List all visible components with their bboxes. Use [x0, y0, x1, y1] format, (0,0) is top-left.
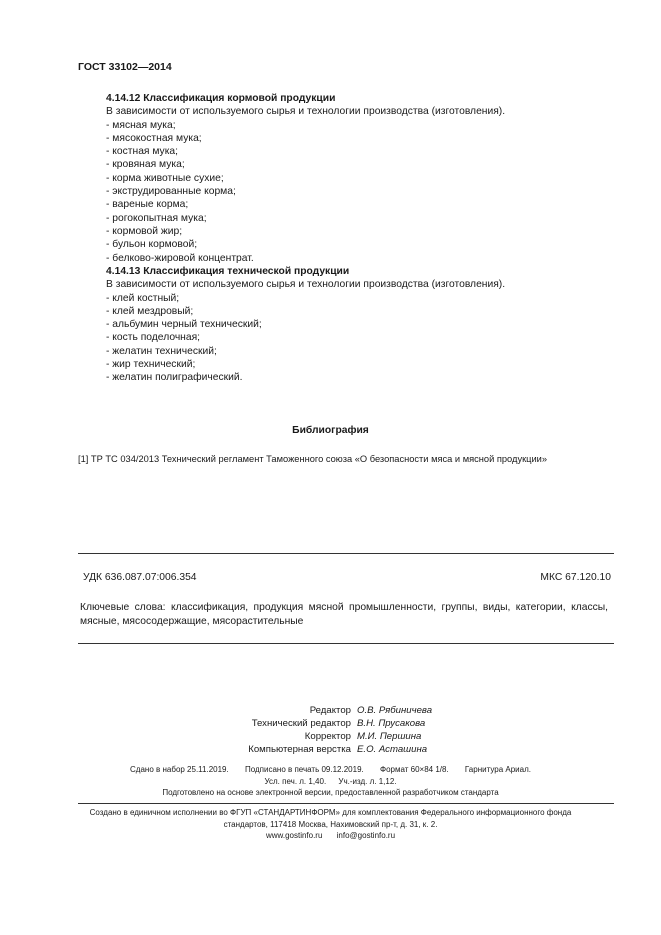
divider	[78, 553, 614, 554]
credit-row	[0, 730, 661, 743]
document-code: ГОСТ 33102—2014	[78, 61, 172, 73]
list-item: - клей мездровый;	[106, 305, 194, 317]
udc-code: УДК 636.087.07:006.354	[83, 572, 197, 583]
prepared-note: Подготовлено на основе электронной версии, предоставленной разработчиком стандарта	[162, 788, 499, 797]
edition-sheets: Уч.-изд. л. 1,12.	[338, 776, 397, 786]
publisher-footer	[0, 807, 661, 842]
credit-row	[0, 743, 661, 756]
section-technical-classification	[106, 265, 576, 385]
list-item: - экструдированные корма;	[106, 186, 236, 198]
list-item: - костная мука;	[106, 146, 179, 158]
credit-row	[0, 717, 661, 730]
credit-name: Е.О. Асташина	[357, 744, 428, 755]
list-item: - кровяная мука;	[106, 159, 185, 171]
typeface: Гарнитура Ариал.	[464, 765, 531, 774]
credit-role: Компьютерная верстка	[248, 744, 351, 755]
section-heading: 4.14.13 Классификация технической продукции	[106, 266, 350, 277]
list-item: - клей костный;	[106, 292, 180, 304]
print-info	[0, 764, 661, 799]
list-item: - бульон кормовой;	[106, 239, 198, 251]
list-item: - вареные корма;	[106, 199, 189, 211]
print-info-row	[0, 776, 661, 788]
credit-role: Корректор	[304, 731, 351, 742]
bibliography-entry: [1] ТР ТС 034/2013 Технический регламент Таможенного союза «О безопасности мяса и мясной продукции»	[78, 454, 548, 464]
printed-sheets: Усл. печ. л. 1,40.	[264, 776, 327, 786]
credit-role: Редактор	[309, 705, 351, 716]
section-intro: В зависимости от используемого сырья и технологии производства (изготовления).	[106, 106, 506, 118]
list-item: - рогокопытная мука;	[106, 212, 207, 224]
section-feed-classification	[106, 92, 576, 265]
credit-name: М.И. Першина	[357, 731, 422, 742]
list-item: - альбумин черный технический;	[106, 319, 262, 331]
mks-code: МКС 67.120.10	[540, 572, 611, 583]
website-link[interactable]: www.gostinfo.ru	[265, 831, 323, 840]
list-item: - мясная мука;	[106, 119, 176, 131]
list-item: - белково-жировой концентрат.	[106, 252, 254, 264]
footer-contacts	[0, 830, 661, 842]
credits-block	[0, 704, 661, 756]
credit-role: Технический редактор	[251, 718, 351, 729]
footer-line: стандартов, 117418 Москва, Нахимовский пр-т, д. 31, к. 2.	[223, 819, 438, 829]
credit-name: О.В. Рябиничева	[357, 705, 433, 716]
footer-line: Создано в единичном исполнении во ФГУП «СТАНДАРТИНФОРМ» для комплектования Федерального информационного фонда	[89, 808, 572, 817]
list-item: - кормовой жир;	[106, 225, 183, 237]
submitted-date: Сдано в набор 25.11.2019.	[130, 765, 229, 774]
list-item: - жир технический;	[106, 359, 196, 371]
keywords: Ключевые слова: классификация, продукция мясной промышленности, группы, виды, категории, классы, мясные, мясосодержащие, мясорастительные	[80, 602, 608, 627]
divider	[78, 643, 614, 644]
signed-date: Подписано в печать 09.12.2019.	[244, 765, 364, 774]
divider	[78, 803, 614, 804]
list-item: - желатин полиграфический.	[106, 372, 243, 384]
section-intro: В зависимости от используемого сырья и технологии производства (изготовления).	[106, 279, 506, 291]
list-item: - кость поделочная;	[106, 332, 201, 344]
print-info-row	[0, 764, 661, 776]
bibliography-title: Библиография	[292, 425, 369, 436]
credit-row	[0, 704, 661, 717]
section-heading: 4.14.12 Классификация кормовой продукции	[106, 93, 336, 104]
technical-product-list	[106, 292, 576, 385]
list-item: - корма животные сухие;	[106, 172, 224, 184]
list-item: - желатин технический;	[106, 345, 217, 357]
paper-format: Формат 60×84 1/8.	[379, 765, 449, 774]
feed-product-list	[106, 119, 576, 265]
credit-name: В.Н. Прусакова	[357, 718, 426, 729]
email-link[interactable]: info@gostinfo.ru	[336, 831, 396, 840]
list-item: - мясокостная мука;	[106, 132, 202, 144]
